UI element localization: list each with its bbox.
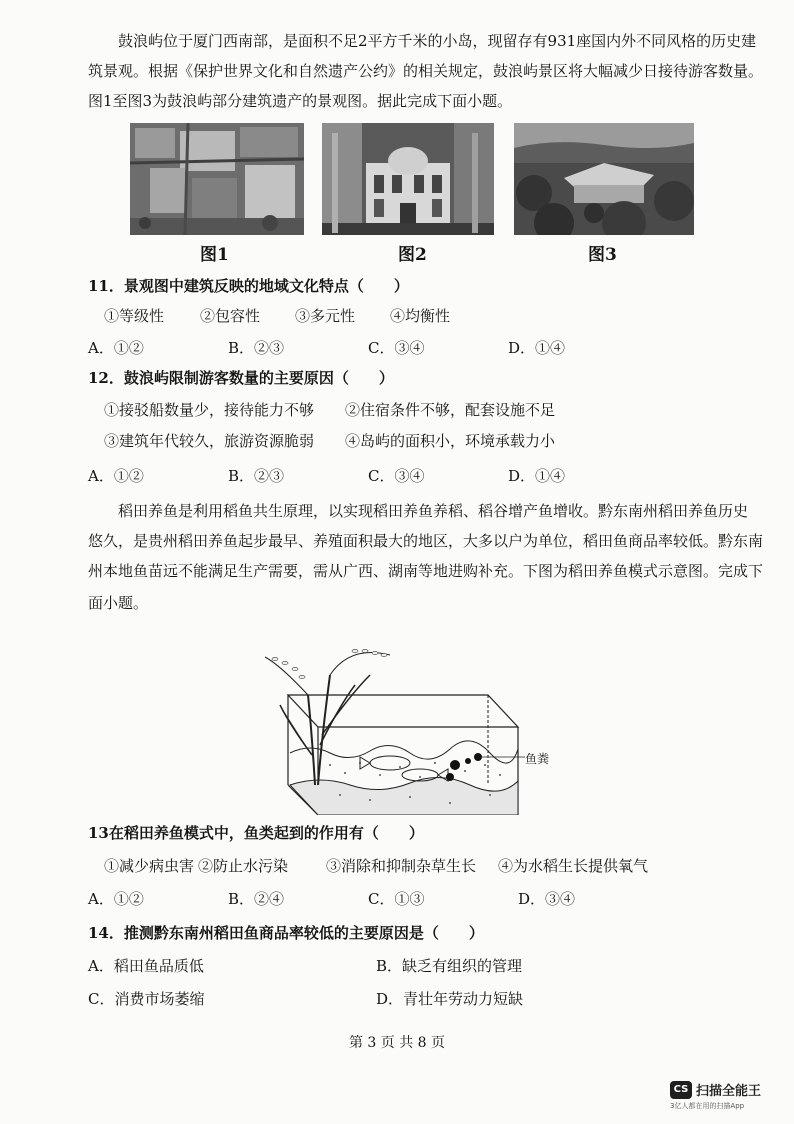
q12-choice-b[interactable]: B．②③ [228,467,285,485]
q12-item-3: ③建筑年代较久，旅游资源脆弱 [104,432,315,450]
intro-line-1: 鼓浪屿位于厦门西南部，是面积不足2平方千米的小岛，现留存有931座国内外不同风格的历史建 [118,32,757,50]
q12-choice-d[interactable]: D．①④ [508,467,566,485]
q11-choice-b[interactable]: B．②③ [228,339,285,357]
q14-choice-d[interactable]: D．青壮年劳动力短缺 [376,990,524,1008]
q14-choice-a[interactable]: A．稻田鱼品质低 [88,957,204,975]
q14-choice-c[interactable]: C．消费市场萎缩 [88,990,205,1008]
q13-item-3: ③消除和抑制杂草生长 [326,857,477,875]
q11-item-1: ①等级性 [104,307,165,325]
q13-choice-a[interactable]: A．①② [88,890,144,908]
scanner-app-name: 扫描全能王 [696,1084,762,1099]
q11-choice-a[interactable]: A．①② [88,339,144,357]
diagram-label-fish-feces: 鱼粪 [525,752,550,766]
q11-item-3: ③多元性 [295,307,356,325]
q13-choice-c[interactable]: C．①③ [368,890,425,908]
q13-stem: 13在稻田养鱼模式中，鱼类起到的作用有（ ） [88,824,424,842]
q11-item-2: ②包容性 [200,307,261,325]
passage2-line-1: 稻田养鱼是利用稻鱼共生原理，以实现稻田养鱼养稻、稻谷增产鱼增收。黔东南州稻田养鱼历史 [118,502,749,520]
intro-line-3: 图1至图3为鼓浪屿部分建筑遗产的景观图。据此完成下面小题。 [88,92,513,110]
q13-item-1: ①减少病虫害 [104,857,195,875]
figure-1-caption: 图1 [200,245,229,265]
q11-choice-c[interactable]: C．③④ [368,339,425,357]
intro-line-2: 筑景观。根据《保护世界文化和自然遗产公约》的相关规定，鼓浪屿景区将大幅减少日接待游客数量。 [88,62,764,80]
passage2-line-4: 面小题。 [88,594,149,612]
figure-2-caption: 图2 [398,245,427,265]
scanner-app-tagline: 3亿人都在用的扫描App [670,1102,745,1110]
q12-choice-a[interactable]: A．①② [88,467,144,485]
q14-stem: 14．推测黔东南州稻田鱼商品率较低的主要原因是（ ） [88,924,484,942]
passage2-line-3: 州本地鱼苗远不能满足生产需要，需从广西、湖南等地进购补充。下图为稻田养鱼模式示意图。完成下 [88,562,764,580]
q13-choice-b[interactable]: B．②④ [228,890,285,908]
figure-3-caption: 图3 [588,245,617,265]
q12-item-2: ②住宿条件不够，配套设施不足 [345,401,556,419]
figure-3-photo [514,123,694,235]
q12-stem: 12．鼓浪屿限制游客数量的主要原因（ ） [88,369,394,387]
q13-item-4: ④为水稻生长提供氧气 [498,857,649,875]
passage2-line-2: 悠久，是贵州稻田养鱼起步最早、养殖面积最大的地区，大多以户为单位，稻田鱼商品率较低。黔东南 [88,532,764,550]
rice-fish-diagram [260,635,580,815]
cs-logo-icon: CS [670,1081,692,1099]
figure-1-photo [130,123,304,235]
q11-stem: 11．景观图中建筑反映的地域文化特点（ ） [88,277,409,295]
q13-choice-d[interactable]: D．③④ [518,890,576,908]
q12-choice-c[interactable]: C．③④ [368,467,425,485]
figure-2-photo [322,123,494,235]
q14-choice-b[interactable]: B．缺乏有组织的管理 [376,957,523,975]
q11-choice-d[interactable]: D．①④ [508,339,566,357]
page-number: 第 3 页 共 8 页 [348,1035,446,1051]
q11-item-4: ④均衡性 [390,307,451,325]
q12-item-4: ④岛屿的面积小，环境承载力小 [345,432,556,450]
q12-item-1: ①接驳船数量少，接待能力不够 [104,401,315,419]
q13-item-2: ②防止水污染 [198,857,289,875]
scanner-watermark [670,1080,780,1111]
